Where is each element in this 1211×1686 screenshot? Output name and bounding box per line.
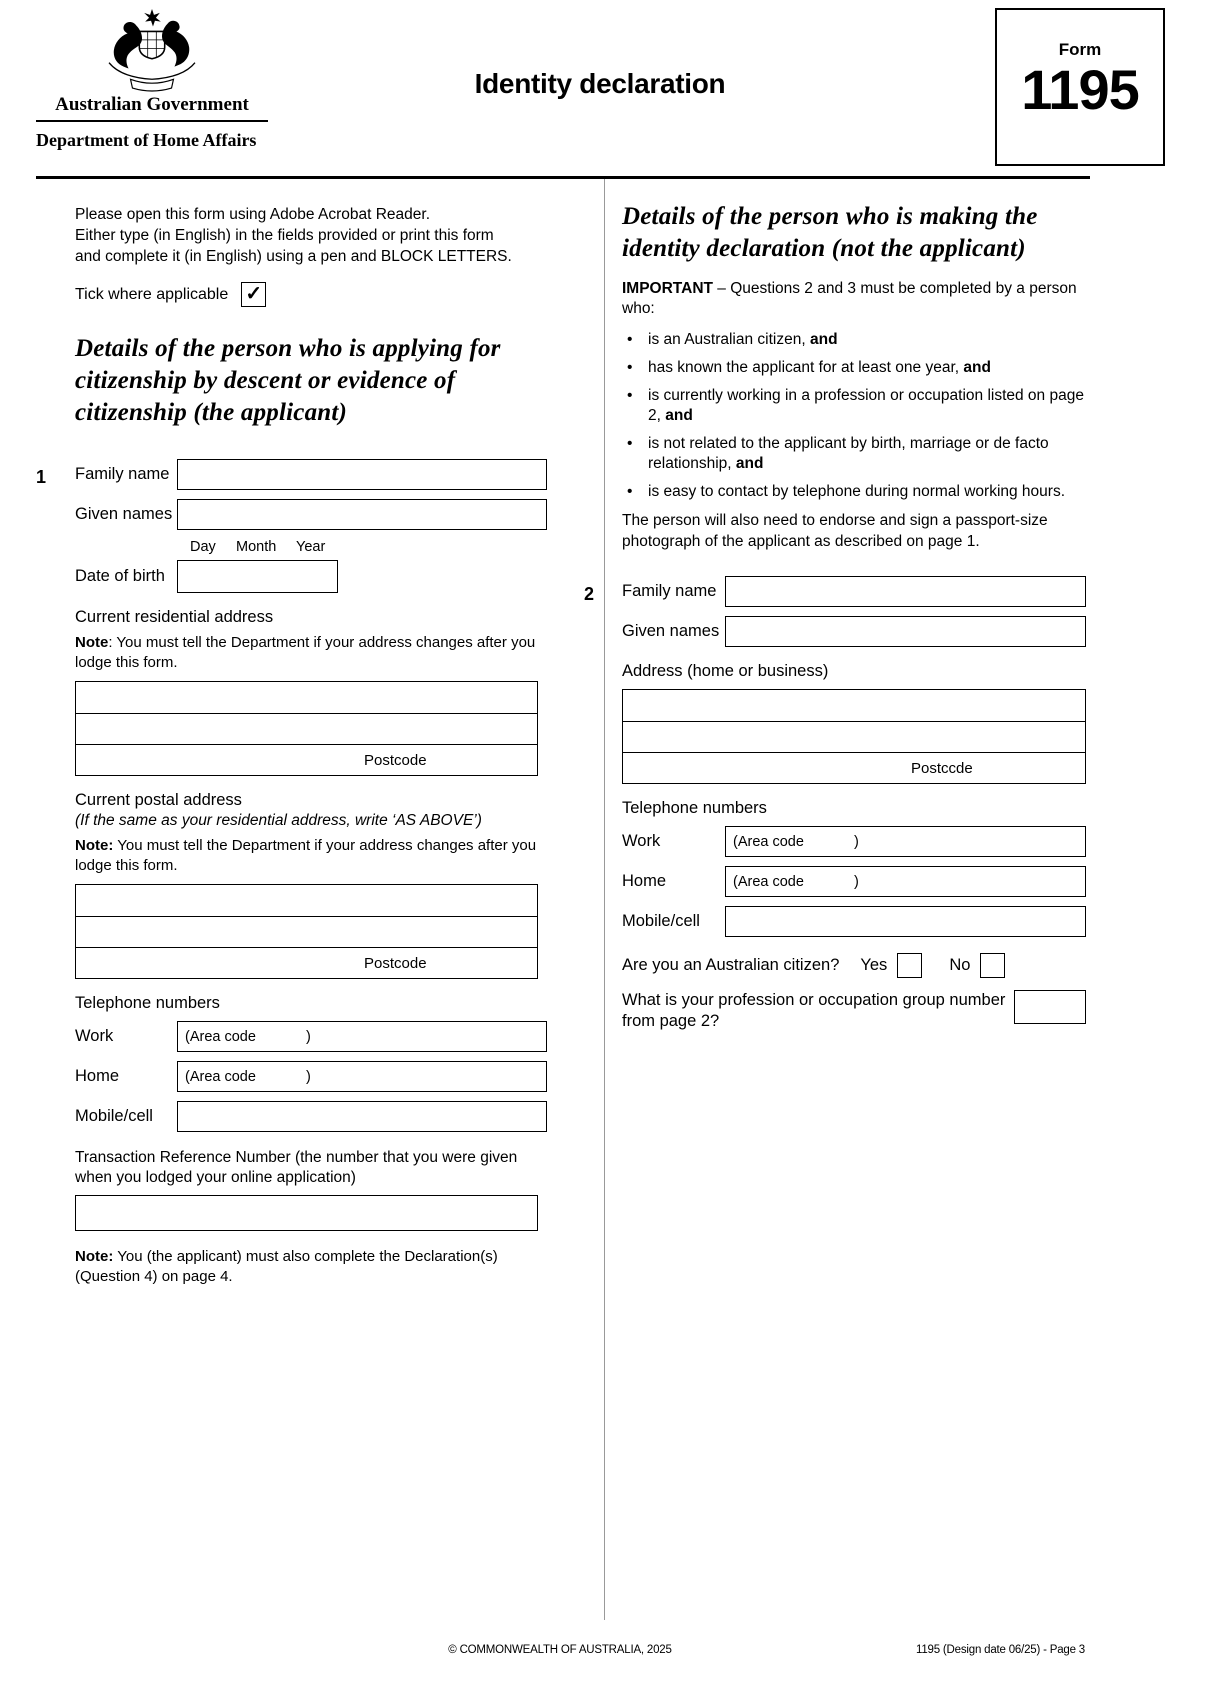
applicant-declaration-note bbox=[75, 1247, 547, 1287]
intro-text bbox=[75, 204, 540, 267]
declarer-family-name-row bbox=[622, 576, 1086, 607]
postal-address-line1-input[interactable] bbox=[76, 885, 537, 916]
applicant-work-phone-input[interactable] bbox=[177, 1021, 547, 1052]
important-label: IMPORTANT bbox=[622, 280, 713, 297]
trn-label: Transaction Reference Number (the number that you were given when you lodged your online application) bbox=[75, 1149, 518, 1186]
australian-coat-of-arms-icon bbox=[92, 8, 212, 92]
note-label: Note: bbox=[75, 837, 114, 854]
area-code-close-label: ) bbox=[854, 834, 859, 850]
declarer-address-line1-input[interactable] bbox=[623, 690, 1085, 721]
endorse-photo-note: The person will also need to endorse and sign a passport-size photograph of the applicant as described on page 1. bbox=[622, 512, 1048, 550]
declarer-mobile-input[interactable] bbox=[725, 906, 1086, 937]
declarer-mobile-row bbox=[622, 906, 1086, 937]
given-names-label: Given names bbox=[75, 505, 173, 523]
applicant-family-name-input[interactable] bbox=[177, 459, 547, 490]
applicant-mobile-row bbox=[75, 1101, 547, 1132]
profession-question-label: What is your profession or occupation group number from page 2? bbox=[622, 991, 1006, 1030]
important-note bbox=[622, 279, 1088, 319]
residential-address-box bbox=[75, 681, 538, 776]
date-of-birth-label: Date of birth bbox=[75, 567, 165, 585]
agency-name: Australian Government bbox=[55, 94, 249, 115]
bullet-bold: and bbox=[665, 407, 693, 424]
checkmark-icon: ✓ bbox=[245, 283, 263, 305]
declarer-home-phone-row bbox=[622, 866, 1086, 897]
list-item bbox=[622, 358, 1086, 378]
citizen-yes-checkbox[interactable] bbox=[897, 953, 922, 978]
list-item bbox=[622, 482, 1086, 502]
family-name-label: Family name bbox=[75, 465, 170, 483]
bullet-bold: and bbox=[963, 359, 991, 376]
mobile-label: Mobile/cell bbox=[75, 1107, 153, 1125]
bullet-icon: • bbox=[627, 359, 633, 376]
citizen-no-checkbox[interactable] bbox=[980, 953, 1005, 978]
postal-address-box bbox=[75, 884, 538, 979]
bullet-text: is easy to contact by telephone during normal working hours. bbox=[648, 483, 1066, 500]
bullet-icon: • bbox=[627, 331, 633, 348]
residential-address-line3-input[interactable] bbox=[76, 744, 537, 775]
intro-line-2: Either type (in English) in the fields provided or print this form bbox=[75, 227, 494, 244]
list-item bbox=[622, 386, 1086, 426]
note-text: You (the applicant) must also complete the Declaration(s) (Question 4) on page 4. bbox=[75, 1248, 498, 1285]
important-text: – Questions 2 and 3 must be completed by a person who: bbox=[622, 280, 1077, 317]
applicant-home-phone-input[interactable] bbox=[177, 1061, 547, 1092]
declarer-work-phone-row bbox=[622, 826, 1086, 857]
telephone-heading: Telephone numbers bbox=[75, 994, 220, 1012]
applicant-home-phone-row bbox=[75, 1061, 547, 1092]
postal-address-line3-input[interactable] bbox=[76, 947, 537, 978]
telephone-heading: Telephone numbers bbox=[622, 799, 767, 817]
form-number-box bbox=[995, 8, 1165, 166]
bullet-text: has known the applicant for at least one year, bbox=[648, 359, 964, 376]
mobile-label: Mobile/cell bbox=[622, 912, 700, 930]
applicant-dob-row bbox=[75, 560, 547, 593]
applicant-family-name-row bbox=[75, 459, 547, 490]
bullet-text: is not related to the applicant by birth, marriage or de facto relationship, bbox=[648, 435, 1049, 472]
applicant-work-phone-row bbox=[75, 1021, 547, 1052]
applicant-given-names-row bbox=[75, 499, 547, 530]
trn-input[interactable] bbox=[75, 1195, 538, 1231]
page-info: 1195 (Design date 06/25) - Page 3 bbox=[916, 1644, 1085, 1656]
tick-legend bbox=[75, 282, 540, 307]
applicant-given-names-input[interactable] bbox=[177, 499, 547, 530]
work-label: Work bbox=[622, 832, 661, 850]
form-number: 1195 bbox=[1021, 58, 1139, 121]
note-text: You must tell the Department if your address changes after you lodge this form. bbox=[75, 837, 537, 874]
note-text: : You must tell the Department if your address changes after you lodge this form. bbox=[75, 634, 536, 671]
bullet-text: is currently working in a profession or occupation listed on page 2, bbox=[648, 387, 1084, 424]
declarer-column bbox=[584, 196, 1086, 1032]
residential-address-line2-input[interactable] bbox=[76, 713, 537, 744]
dob-column-headers bbox=[75, 539, 547, 556]
page-title: Identity declaration bbox=[474, 68, 726, 99]
residential-address-heading: Current residential address bbox=[75, 608, 274, 626]
citizen-question-row bbox=[622, 953, 1086, 978]
question-2-number: 2 bbox=[584, 584, 595, 604]
postal-address-hint: (If the same as your residential address, write ‘AS ABOVE’) bbox=[75, 812, 482, 829]
area-code-open-label: (Area code bbox=[733, 874, 804, 890]
month-label: Month bbox=[236, 539, 277, 555]
applicant-section-heading: Details of the person who is applying for citizenship by descent or evidence of citizenship (the applicant) bbox=[75, 335, 501, 426]
given-names-label: Given names bbox=[622, 622, 720, 640]
declarer-address-heading: Address (home or business) bbox=[622, 662, 829, 680]
declarer-given-names-row bbox=[622, 616, 1086, 647]
form-label: Form bbox=[1058, 40, 1102, 59]
postal-address-line2-input[interactable] bbox=[76, 916, 537, 947]
department-name: Department of Home Affairs bbox=[36, 130, 257, 150]
family-name-label: Family name bbox=[622, 582, 717, 600]
postcode-label: Postcode bbox=[364, 752, 427, 769]
intro-line-3: and complete it (in English) using a pen and BLOCK LETTERS. bbox=[75, 248, 512, 265]
postal-address-note bbox=[75, 836, 547, 876]
intro-line-1: Please open this form using Adobe Acrobat Reader. bbox=[75, 206, 431, 223]
tick-example-checkbox bbox=[241, 282, 266, 307]
declarer-home-phone-input[interactable] bbox=[725, 866, 1086, 897]
tick-legend-label: Tick where applicable bbox=[75, 285, 229, 303]
work-label: Work bbox=[75, 1027, 114, 1045]
bullet-bold: and bbox=[735, 455, 764, 472]
agency-divider bbox=[36, 120, 268, 122]
note-label: Note bbox=[75, 634, 109, 651]
declarer-address-box bbox=[622, 689, 1086, 784]
applicant-column bbox=[36, 196, 540, 1287]
declarer-work-phone-input[interactable] bbox=[725, 826, 1086, 857]
area-code-close-label: ) bbox=[854, 874, 859, 890]
area-code-open-label: (Area code bbox=[185, 1029, 256, 1045]
list-item bbox=[622, 434, 1086, 474]
postcode-label: Postcode bbox=[364, 955, 427, 972]
bullet-text: is an Australian citizen, bbox=[648, 331, 810, 348]
applicant-mobile-input[interactable] bbox=[177, 1101, 547, 1132]
bullet-icon: • bbox=[627, 387, 633, 404]
profession-question-row bbox=[622, 990, 1086, 1032]
question-1-number: 1 bbox=[36, 467, 47, 487]
declarer-address-line2-input[interactable] bbox=[623, 721, 1085, 752]
postcode-label: Postccde bbox=[911, 760, 973, 777]
copyright-notice: © COMMONWEALTH OF AUSTRALIA, 2025 bbox=[448, 1644, 672, 1656]
area-code-open-label: (Area code bbox=[185, 1069, 256, 1085]
day-label: Day bbox=[190, 539, 216, 555]
postal-address-heading: Current postal address bbox=[75, 791, 242, 809]
declarer-address-line3-input[interactable] bbox=[623, 752, 1085, 783]
question-1 bbox=[36, 459, 540, 1287]
year-label: Year bbox=[296, 539, 326, 555]
residential-address-note bbox=[75, 633, 547, 673]
occupation-group-number-input[interactable] bbox=[1014, 990, 1086, 1024]
area-code-close-label: ) bbox=[306, 1029, 311, 1045]
list-item bbox=[622, 330, 1086, 350]
area-code-close-label: ) bbox=[306, 1069, 311, 1085]
declarer-given-names-input[interactable] bbox=[725, 616, 1086, 647]
residential-address-line1-input[interactable] bbox=[76, 682, 537, 713]
bullet-bold: and bbox=[809, 331, 838, 348]
declarer-family-name-input[interactable] bbox=[725, 576, 1086, 607]
bullet-icon: • bbox=[627, 435, 633, 452]
note-label: Note: bbox=[75, 1248, 114, 1265]
declarer-requirements-list bbox=[622, 330, 1086, 502]
home-label: Home bbox=[75, 1067, 120, 1085]
citizen-question-label: Are you an Australian citizen? bbox=[622, 956, 840, 974]
question-2 bbox=[584, 576, 1086, 1032]
declarer-section-heading: Details of the person who is making the identity declaration (not the applicant) bbox=[622, 203, 1038, 262]
area-code-open-label: (Area code bbox=[733, 834, 804, 850]
no-label: No bbox=[949, 956, 971, 974]
yes-label: Yes bbox=[860, 956, 888, 974]
home-label: Home bbox=[622, 872, 667, 890]
applicant-dob-input[interactable] bbox=[177, 560, 338, 593]
header-divider bbox=[36, 176, 1090, 179]
bullet-icon: • bbox=[627, 483, 633, 500]
